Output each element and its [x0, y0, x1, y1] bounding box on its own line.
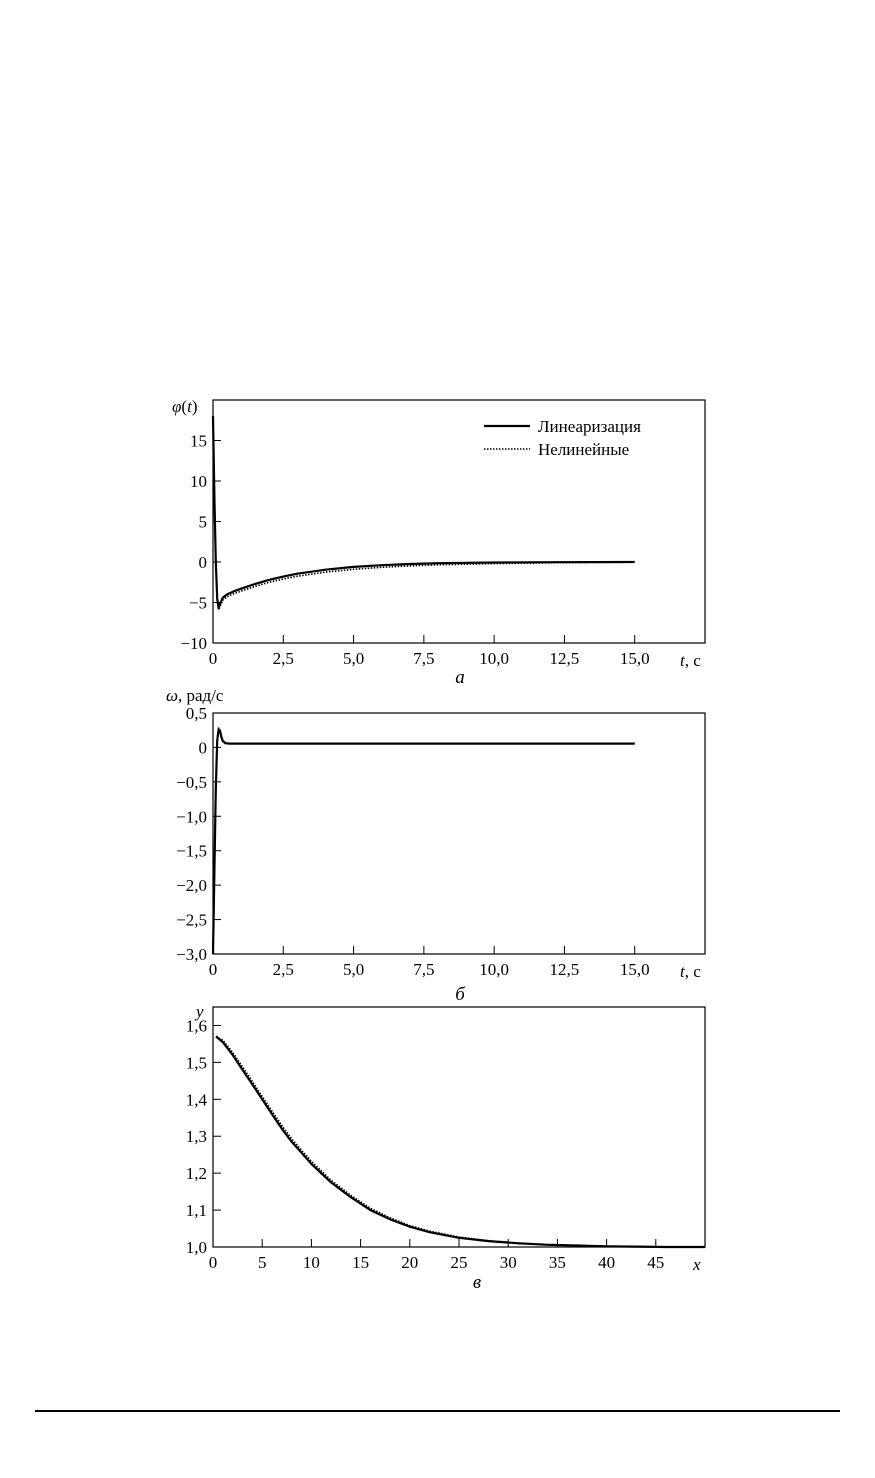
y-tick-label: −10 [180, 634, 207, 653]
y-tick-label: 0 [198, 738, 207, 758]
legend-label-nonlinear: Нелинейные [538, 440, 630, 459]
y-tick-label: 1,5 [185, 1053, 207, 1073]
y-tick-label: −3,0 [176, 945, 207, 964]
y-tick-label: 0 [198, 553, 207, 572]
legend-label-linearization: Линеаризация [538, 417, 641, 436]
y-tick-label: −2,0 [176, 876, 207, 896]
y-tick-label: −2,5 [176, 910, 207, 930]
y-tick-label: 1,1 [185, 1201, 207, 1221]
x-tick-label: 5,0 [342, 649, 365, 668]
y-tick-label: −5 [188, 593, 207, 613]
y-tick-label: 5 [198, 512, 207, 532]
x-tick-label: 15 [352, 1253, 370, 1272]
y-tick-label: 1,6 [185, 1016, 207, 1036]
x-tick-label: 35 [548, 1253, 566, 1272]
legend [484, 417, 641, 459]
y-tick-label: 15 [190, 431, 207, 451]
x-tick-label: 5,0 [342, 960, 365, 979]
panel-caption: б [455, 984, 465, 1005]
x-tick-label: 20 [401, 1253, 419, 1272]
plot-frame [213, 1007, 705, 1247]
x-axis-label: t, c [680, 651, 701, 670]
chart-panel-b [166, 686, 705, 1005]
y-tick-label: 0,5 [185, 704, 207, 723]
panel-caption: а [455, 667, 465, 688]
y-axis-label: ω, рад/с [166, 686, 224, 705]
chart-panel-a [172, 397, 705, 688]
x-tick-label: 12,5 [549, 960, 580, 979]
x-tick-label: 2,5 [272, 649, 294, 668]
y-tick-label: 1,2 [185, 1164, 207, 1184]
x-tick-label: 7,5 [413, 649, 435, 668]
plot-frame [213, 400, 705, 643]
y-tick-label: −1,5 [176, 841, 207, 861]
x-tick-label: 5 [257, 1253, 267, 1272]
panel-caption: в [472, 1272, 482, 1293]
x-tick-label: 0 [208, 960, 218, 979]
x-tick-label: 0 [208, 649, 218, 668]
x-tick-label: 25 [450, 1253, 468, 1272]
y-tick-label: 1,0 [185, 1238, 207, 1257]
y-tick-label: −1,0 [176, 807, 207, 827]
x-tick-label: 30 [499, 1253, 517, 1272]
series-line-nonlinear [213, 728, 635, 954]
x-tick-label: 2,5 [272, 960, 294, 979]
x-tick-label: 15,0 [619, 960, 650, 979]
footer-rule [35, 1410, 840, 1412]
x-axis-label: x [693, 1255, 701, 1274]
series-line-nonlinear [216, 1037, 705, 1248]
x-tick-label: 15,0 [619, 649, 650, 668]
x-tick-label: 45 [647, 1253, 665, 1272]
x-tick-label: 10 [302, 1253, 320, 1272]
x-tick-label: 7,5 [413, 960, 435, 979]
x-tick-label: 10,0 [479, 960, 510, 979]
x-tick-label: 12,5 [549, 649, 580, 668]
x-tick-label: 0 [208, 1253, 218, 1272]
series-line-linearization [213, 730, 635, 955]
y-axis-label: y [196, 1002, 204, 1021]
y-axis-label: φ(t) [172, 397, 198, 416]
y-tick-label: −0,5 [176, 772, 207, 792]
x-axis-label: t, c [680, 962, 701, 981]
series-line-linearization [216, 1037, 705, 1248]
y-tick-label: 1,3 [185, 1127, 207, 1147]
x-tick-label: 10,0 [479, 649, 510, 668]
x-tick-label: 40 [598, 1253, 616, 1272]
y-tick-label: 10 [190, 472, 207, 491]
chart-panel-c [186, 1002, 705, 1293]
plot-frame [213, 713, 705, 954]
y-tick-label: 1,4 [185, 1090, 207, 1110]
